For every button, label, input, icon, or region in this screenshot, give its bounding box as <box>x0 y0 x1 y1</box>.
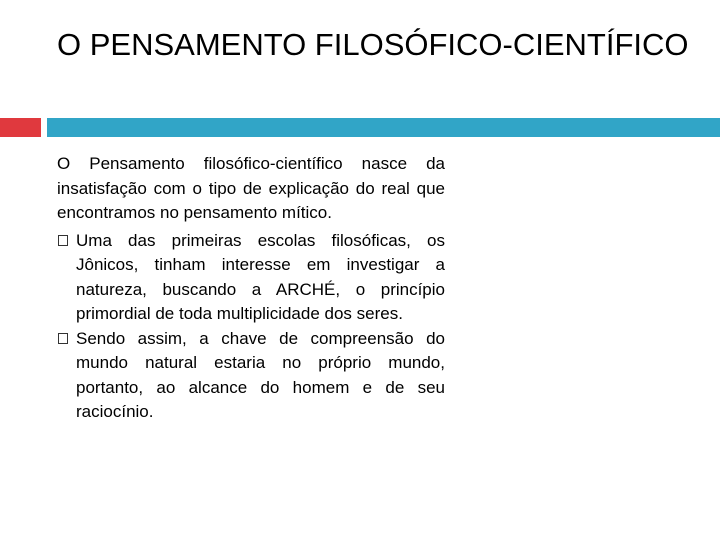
list-item <box>57 229 445 327</box>
slide-title: O PENSAMENTO FILOSÓFICO-CIENTÍFICO <box>57 27 689 62</box>
accent-bar-blue <box>47 118 720 137</box>
intro-paragraph: O Pensamento filosófico-científico nasce da insatisfação com o tipo de explicação do real que encontramos no pensamento mítico. <box>57 154 445 222</box>
accent-bar-red <box>0 118 41 137</box>
list-item <box>57 327 445 425</box>
bullet-text: Uma das primeiras escolas filosóficas, os Jônicos, tinham interesse em investigar a natureza, buscando a ARCHÉ, o princípio primordial de toda multiplicidade dos seres. <box>76 230 445 323</box>
bullet-list <box>57 229 445 425</box>
bullet-text: Sendo assim, a chave de compreensão do mundo natural estaria no próprio mundo, portanto, ao alcance do homem e de seu raciocínio. <box>76 328 445 421</box>
hollow-square-bullet-icon <box>58 235 68 246</box>
hollow-square-bullet-icon <box>58 333 68 344</box>
slide-body <box>57 152 445 425</box>
